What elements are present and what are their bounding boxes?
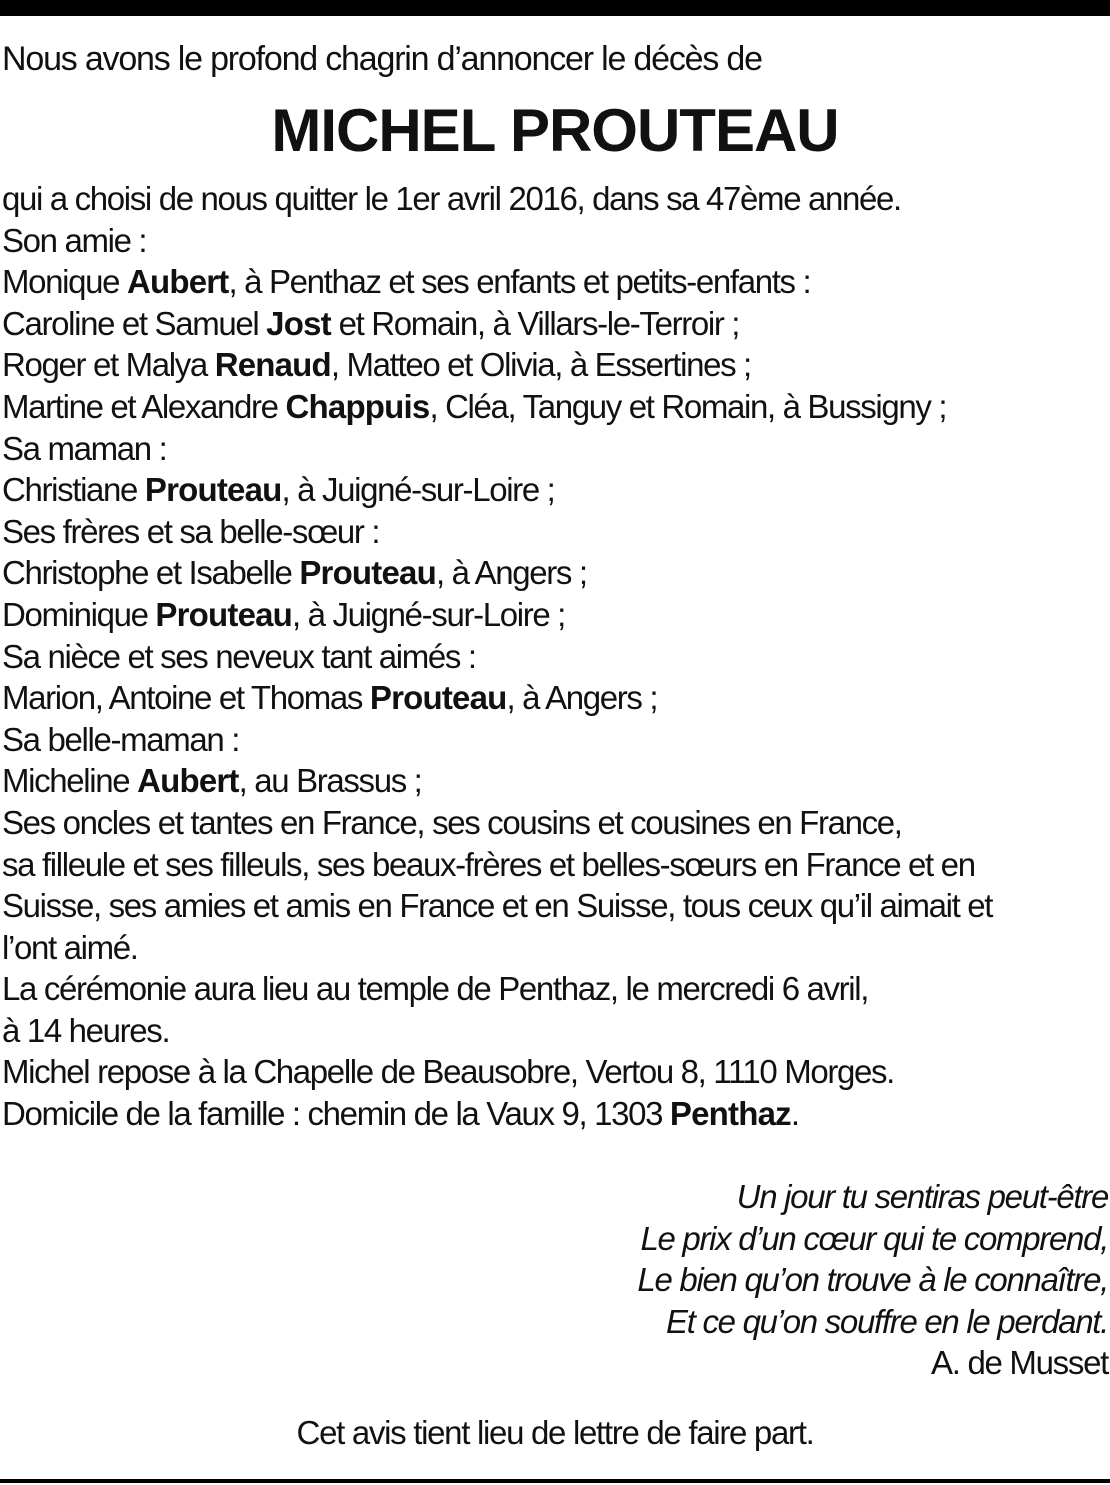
family-name: Aubert bbox=[137, 762, 239, 800]
text-line: Martine et Alexandre Chappuis, Cléa, Tanguy et Romain, à Bussigny ; bbox=[2, 387, 947, 425]
text-line: Domicile de la famille : chemin de la Vaux 9, 1303 Penthaz. bbox=[2, 1095, 799, 1133]
announcement-intro: Nous avons le profond chagrin d’annoncer le décès de bbox=[2, 40, 762, 78]
footer-note: Cet avis tient lieu de lettre de faire part. bbox=[296, 1414, 814, 1451]
text-line: Ses oncles et tantes en France, ses cousins et cousines en France, bbox=[2, 803, 902, 841]
deceased-name: MICHEL PROUTEAU bbox=[271, 97, 839, 164]
text-line: Monique Aubert, à Penthaz et ses enfants et petits-enfants : bbox=[2, 263, 811, 301]
family-name: Renaud bbox=[214, 346, 331, 384]
text-line: à 14 heures. bbox=[2, 1011, 170, 1049]
family-name: Jost bbox=[266, 304, 331, 342]
text-line: Roger et Malya Renaud, Matteo et Olivia, à Essertines ; bbox=[2, 346, 751, 384]
text-line: Michel repose à la Chapelle de Beausobre, Vertou 8, 1110 Morges. bbox=[2, 1053, 894, 1091]
text-line: Suisse, ses amies et amis en France et en Suisse, tous ceux qu’il aimait et bbox=[2, 887, 993, 925]
family-name: Chappuis bbox=[285, 387, 430, 425]
top-border-rule bbox=[0, 0, 1110, 16]
poem-verse: Le prix d’un cœur qui te comprend, bbox=[640, 1219, 1108, 1257]
family-name: Penthaz bbox=[669, 1095, 791, 1133]
poem-verse: Le bien qu’on trouve à le connaître, bbox=[637, 1261, 1108, 1298]
family-name: Prouteau bbox=[144, 471, 282, 509]
text-line: Sa maman : bbox=[2, 429, 167, 467]
text-line: Son amie : bbox=[2, 221, 147, 259]
text-line: sa filleule et ses filleuls, ses beaux-frères et belles-sœurs en France et en bbox=[2, 845, 975, 883]
poem-author: A. de Musset bbox=[931, 1344, 1108, 1381]
text-line: qui a choisi de nous quitter le 1er avril 2016, dans sa 47ème année. bbox=[2, 180, 901, 217]
bottom-border-rule bbox=[0, 1479, 1110, 1483]
poem-verse: Et ce qu’on souffre en le perdant. bbox=[666, 1302, 1108, 1340]
text-line: l’ont aimé. bbox=[2, 928, 138, 966]
text-line: Micheline Aubert, au Brassus ; bbox=[2, 762, 422, 800]
text-line: Christophe et Isabelle Prouteau, à Angers ; bbox=[2, 554, 587, 592]
text-line: Sa belle-maman : bbox=[2, 720, 240, 758]
family-name: Prouteau bbox=[299, 554, 436, 592]
poem-verse: Un jour tu sentiras peut-être bbox=[736, 1178, 1108, 1215]
text-line: Christiane Prouteau, à Juigné-sur-Loire ; bbox=[2, 471, 555, 509]
poem-quote bbox=[637, 1176, 1108, 1384]
text-line: Ses frères et sa belle-sœur : bbox=[2, 512, 380, 550]
announcement-body bbox=[2, 178, 1110, 1135]
family-name: Prouteau bbox=[155, 595, 293, 633]
family-name: Aubert bbox=[126, 263, 229, 301]
text-line: Caroline et Samuel Jost et Romain, à Villars-le-Terroir ; bbox=[2, 304, 740, 342]
family-name: Prouteau bbox=[369, 679, 507, 717]
text-line: Marion, Antoine et Thomas Prouteau, à Angers ; bbox=[2, 679, 658, 717]
text-line: La cérémonie aura lieu au temple de Penthaz, le mercredi 6 avril, bbox=[2, 970, 869, 1008]
text-line: Sa nièce et ses neveux tant aimés : bbox=[2, 637, 476, 675]
text-line: Dominique Prouteau, à Juigné-sur-Loire ; bbox=[2, 595, 565, 633]
